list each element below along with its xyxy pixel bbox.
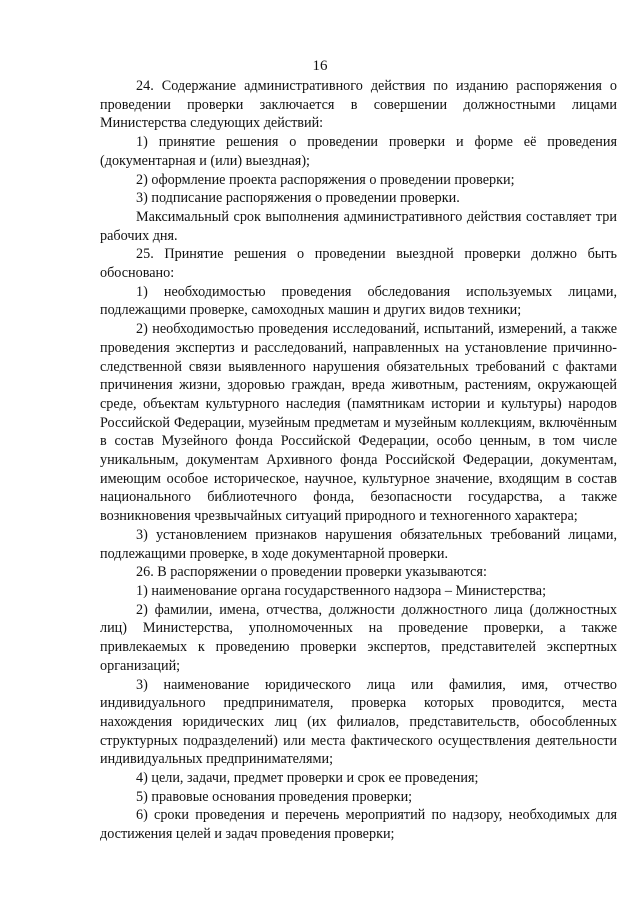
paragraph-26-item-5: 5) правовые основания проведения проверки; — [136, 788, 413, 805]
paragraph-26-item-2: 2) фамилии, имена, отчества, должности должностного лица (должностных лиц) Министерства, уполномоченных на проведение проверки, а также привлекаемых к проведению проверки экспертов, представителей экспертных организаций; — [100, 601, 617, 674]
paragraph-26-item-6: 6) сроки проведения и перечень мероприятий по надзору, необходимых для достижения целей и задач проведения проверки; — [100, 807, 617, 843]
paragraph-24-item-2: 2) оформление проекта распоряжения о проведении проверки; — [136, 171, 515, 188]
paragraph-26-item-1: 1) наименование органа государственного надзора – Министерства; — [136, 582, 547, 599]
page-number: 16 — [312, 58, 328, 74]
paragraph-24-item-1: 1) принятие решения о проведении проверки и форме её проведения (документарная и (или) выездная); — [100, 134, 617, 169]
paragraph-24-max-term: Максимальный срок выполнения административного действия составляет три рабочих дня. — [100, 208, 617, 244]
paragraph-24-item-3: 3) подписание распоряжения о проведении проверки. — [136, 190, 460, 207]
paragraph-25-item-1: 1) необходимостью проведения обследования используемых лицами, подлежащими проверке, самоходных машин и других видов техники; — [100, 283, 617, 319]
paragraph-26: 26. В распоряжении о проведении проверки указываются: — [136, 564, 487, 581]
paragraph-24: 24. Содержание административного действия по изданию распоряжения о проведении проверки заключается в совершении должностными лицами Министерства следующих действий: — [100, 78, 617, 132]
paragraph-25-item-3: 3) установлением признаков нарушения обязательных требований лицами, подлежащими проверке, в ходе документарной проверки. — [100, 526, 617, 562]
paragraph-25-item-2: 2) необходимостью проведения исследований, испытаний, измерений, а также проведения экспертиз и расследований, направленных на установление причинно-следственной связи выявленного нарушения обязательных требований с фактами причинения жизни, здоровью граждан, вреда животным, растениям, окружающей среде, объектам культурного наследия (памятникам истории и культуры) народов Российской Федерации, музейным предметам и музейным коллекциям, включённым в состав Музейного фонда Российской Федерации, особо ценным, в том числе уникальным, документам Архивного фонда Российской Федерации, документам, имеющим особое историческое, научное, культурное значение, входящим в состав национального библиотечного фонда, безопасности государства, а также возникновения чрезвычайных ситуаций природного и техногенного характера; — [100, 321, 617, 525]
paragraph-26-item-4: 4) цели, задачи, предмет проверки и срок ее проведения; — [136, 770, 479, 787]
document-body — [100, 77, 617, 844]
paragraph-26-item-3: 3) наименование юридического лица или фамилия, имя, отчество индивидуального предпринимателя, проверка которых проводится, места нахождения юридических лиц (их филиалов, представительств, обособленных структурных подразделений) или места фактического осуществления деятельности индивидуальных предпринимателями; — [100, 676, 617, 768]
paragraph-25: 25. Принятие решения о проведении выездной проверки должно быть обосновано: — [100, 246, 617, 282]
